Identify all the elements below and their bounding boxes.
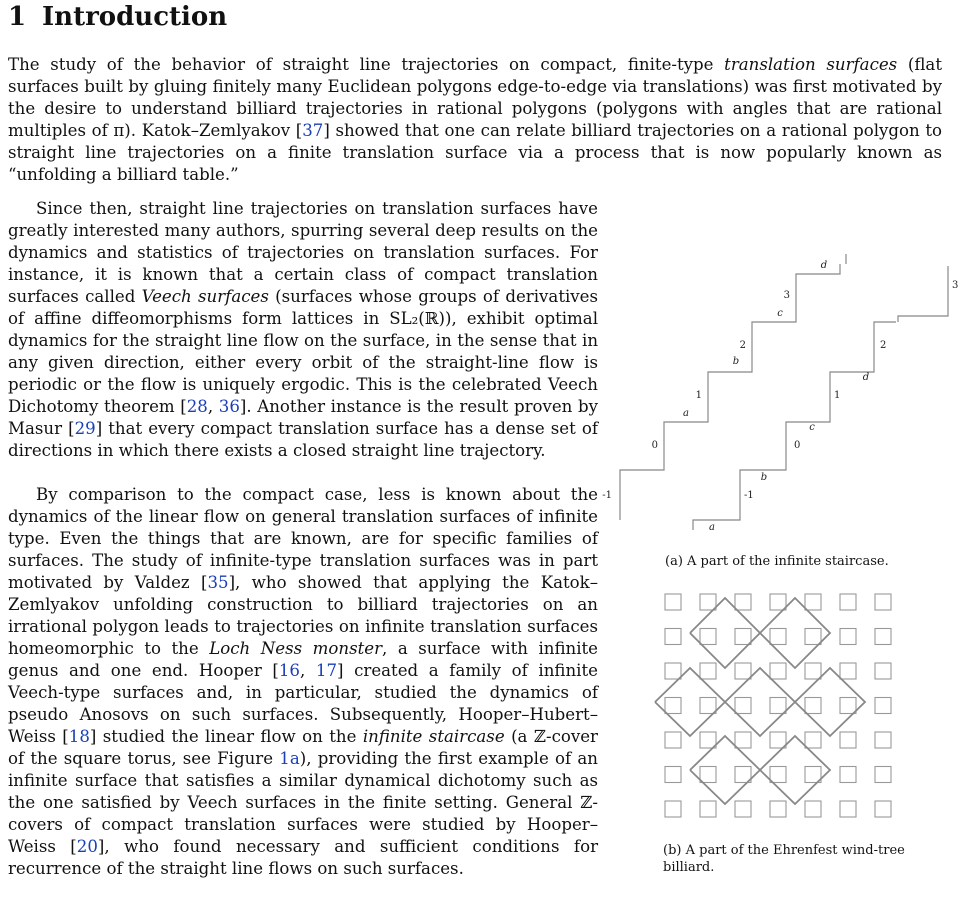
text-run: The study of the behavior of straight line trajectories on compact, finite-type: [8, 55, 725, 74]
obstacle-square: [875, 663, 891, 679]
caption-wind-tree: (b) A part of the Ehrenfest wind-tree billiard.: [663, 843, 905, 875]
text-run: ], who found necessary and sufficient conditions for recurrence of the straight line flows on such surfaces.: [8, 837, 598, 878]
label-right-h0: a: [683, 408, 689, 419]
text-run: (surfaces whose groups of derivatives of affine diffeomorphisms form lattices in SL₂(ℝ)), exhibit optimal dynamics for the straight line flow on the surface, in the sense that in any given direction, either every orbit of the straight-line flow is periodic or the flow is uniquely ergodic. This is the celebrated Veech Dichotomy theorem [: [8, 287, 598, 416]
wind-tree-obstacles: [665, 594, 891, 817]
text-run: ] that every compact translation surface has a dense set of directions in which there exists a closed straight line trajectory.: [8, 419, 598, 460]
obstacle-square: [840, 594, 856, 610]
text-run: ], who showed that applying the Katok–Zemlyakov unfolding construction to billiard trajectories on an irrational polygon leads to trajectories on infinite translation surfaces homeomorphic to the: [8, 573, 598, 658]
label-right-v1: 0: [794, 440, 801, 451]
figure-ref-link[interactable]: 1a: [279, 749, 300, 768]
obstacle-square: [665, 732, 681, 748]
obstacle-square: [805, 663, 821, 679]
label-left-h3: d: [862, 372, 870, 383]
figure-wind-tree: [655, 592, 895, 832]
caption-staircase: (a) A part of the infinite staircase.: [665, 554, 889, 569]
obstacle-square: [770, 698, 786, 714]
text-run: ] studied the linear flow on the: [89, 727, 363, 746]
obstacle-square: [700, 629, 716, 645]
text-run: (flat surfaces built by gluing finitely many Euclidean polygons edge-to-edge via translations) was first motivated by the desire to understand billiard trajectories in rational polygons (polygons with angles that are rational multiples of π). Katok–Zemlyakov [: [8, 55, 942, 140]
obstacle-square: [770, 663, 786, 679]
text-run: ] showed that one can relate billiard trajectories on a rational polygon to straight line trajectories on a finite translation surface via a process that is now popularly known as “unfolding a billiard table.”: [8, 121, 942, 184]
obstacle-square: [805, 801, 821, 817]
label-right-v4: 3: [952, 280, 959, 291]
emphasis-term: infinite staircase: [362, 727, 505, 746]
label-right-h2: c: [777, 308, 783, 319]
obstacle-square: [805, 594, 821, 610]
obstacle-square: [840, 663, 856, 679]
paragraph-1: [8, 54, 942, 186]
obstacle-square: [700, 698, 716, 714]
citation-link[interactable]: 20: [76, 837, 98, 856]
obstacle-square: [770, 594, 786, 610]
figure-staircase: [602, 246, 959, 536]
emphasis-term: translation surfaces: [724, 55, 898, 74]
wind-tree-trajectory: [655, 598, 865, 804]
text-run: ]. Another instance is the result proven by Masur [: [8, 397, 598, 438]
obstacle-square: [875, 594, 891, 610]
label-right-v2: 1: [834, 390, 841, 401]
text-run: By comparison to the compact case, less is known about the dynamics of the linear flow on general translation surfaces of infinite type. Even the things that are known, are for specific families of surfaces. The study of infinite-type translation surfaces was in part motivated by Valdez [: [8, 485, 598, 592]
obstacle-square: [665, 629, 681, 645]
citation-link[interactable]: 28: [186, 397, 208, 416]
text-run: Since then, straight line trajectories on translation surfaces have greatly interested many authors, spurring several deep results on the dynamics and statistics of trajectories on translation surfaces. For instance, it is known that a certain class of compact translation surfaces called: [8, 199, 598, 306]
obstacle-square: [875, 767, 891, 783]
obstacle-square: [700, 767, 716, 783]
text-run: ] created a family of infinite Veech-type surfaces and, in particular, studied the dynamics of pseudo Anosovs on such surfaces. Subsequently, Hooper–Hubert–Weiss [: [8, 661, 598, 746]
obstacle-square: [840, 801, 856, 817]
obstacle-square: [805, 698, 821, 714]
section-number: 1: [8, 2, 27, 32]
label-left-h2: c: [809, 422, 815, 433]
citation-link[interactable]: 29: [74, 419, 96, 438]
obstacle-square: [840, 698, 856, 714]
label-right-h1: b: [732, 356, 740, 367]
text-run: ), providing the first example of an infinite surface that satisfies a similar dynamical dichotomy such as the one satisfied by Veech surfaces in the finite setting. General ℤ-covers of compact translation surfaces were studied by Hooper–Weiss [: [8, 749, 598, 856]
text-run: , a surface with infinite genus and one end. Hooper [: [8, 639, 599, 680]
citation-link[interactable]: 17: [315, 661, 338, 680]
label-left-h0: a: [709, 522, 715, 533]
paragraph-3: [8, 484, 598, 880]
obstacle-square: [840, 629, 856, 645]
section-heading: [8, 0, 227, 34]
obstacle-square: [700, 594, 716, 610]
obstacle-square: [735, 629, 751, 645]
obstacle-square: [665, 594, 681, 610]
obstacle-square: [700, 663, 716, 679]
obstacle-square: [875, 698, 891, 714]
text-run: (a ℤ-cover of the square torus, see Figure: [8, 727, 598, 768]
label-left-v2: 1: [695, 390, 702, 401]
label-left-v4: 3: [783, 290, 790, 301]
text-run: ,: [299, 661, 316, 680]
citation-link[interactable]: 35: [207, 573, 229, 592]
obstacle-square: [770, 801, 786, 817]
label-right-v0: -1: [744, 490, 754, 501]
obstacle-square: [840, 732, 856, 748]
staircase-left-outline: [620, 264, 896, 530]
obstacle-square: [735, 594, 751, 610]
section-title: Introduction: [42, 2, 228, 32]
citation-link[interactable]: 36: [218, 397, 240, 416]
obstacle-square: [700, 732, 716, 748]
obstacle-square: [665, 663, 681, 679]
obstacle-square: [770, 629, 786, 645]
label-left-h1: b: [760, 472, 768, 483]
text-run: ,: [207, 397, 219, 416]
obstacle-square: [805, 732, 821, 748]
label-right-v3: 2: [880, 340, 887, 351]
obstacle-square: [735, 698, 751, 714]
obstacle-square: [875, 629, 891, 645]
label-left-v1: 0: [651, 440, 658, 451]
obstacle-square: [770, 767, 786, 783]
label-left-v3: 2: [739, 340, 746, 351]
obstacle-square: [700, 801, 716, 817]
label-left-v0: -1: [602, 490, 612, 501]
citation-link[interactable]: 16: [278, 661, 300, 680]
obstacle-square: [735, 732, 751, 748]
obstacle-square: [665, 767, 681, 783]
emphasis-term: Veech surfaces: [141, 287, 269, 306]
obstacle-square: [805, 629, 821, 645]
staircase-labels: [602, 260, 958, 533]
staircase-right-outline: [846, 254, 948, 322]
paragraph-2: [8, 198, 598, 462]
obstacle-square: [735, 801, 751, 817]
label-right-h3: d: [820, 260, 828, 271]
citation-link[interactable]: 37: [302, 121, 324, 140]
obstacle-square: [770, 732, 786, 748]
obstacle-square: [665, 698, 681, 714]
obstacle-square: [875, 801, 891, 817]
obstacle-square: [875, 732, 891, 748]
obstacle-square: [665, 801, 681, 817]
citation-link[interactable]: 18: [68, 727, 90, 746]
obstacle-square: [735, 663, 751, 679]
emphasis-term: Loch Ness monster: [209, 639, 383, 658]
obstacle-square: [840, 767, 856, 783]
